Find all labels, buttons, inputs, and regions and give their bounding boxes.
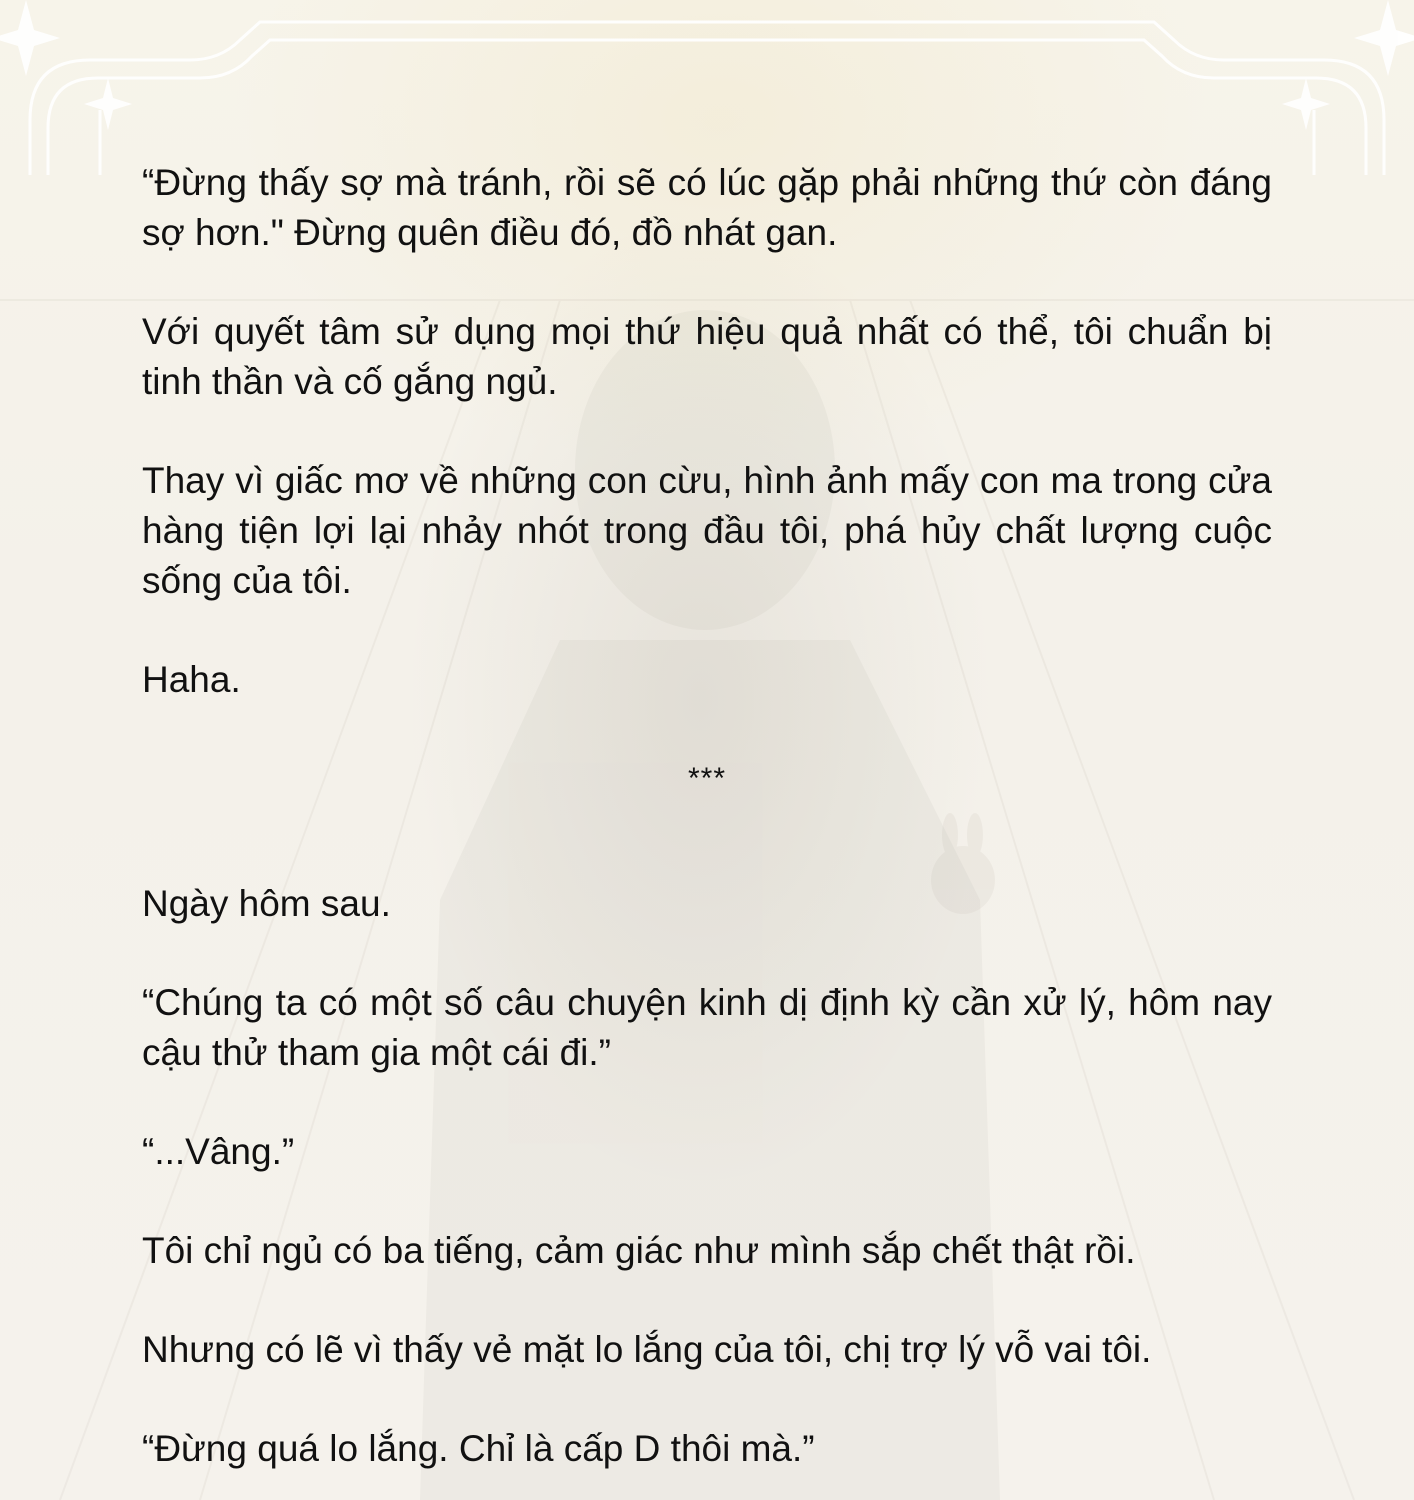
corner-star-ornament-right xyxy=(1282,0,1414,130)
paragraph: Tôi chỉ ngủ có ba tiếng, cảm giác như mình sắp chết thật rồi. xyxy=(142,1230,1136,1271)
paragraph: “Đừng quá lo lắng. Chỉ là cấp D thôi mà.” xyxy=(142,1428,815,1469)
decorative-frame xyxy=(30,22,1384,175)
paragraph: “Đừng thấy sợ mà tránh, rồi sẽ có lúc gặp phải những thứ còn đáng sợ hơn." Đừng quên điều đó, đồ nhát gan. xyxy=(142,162,1272,253)
paragraph: Ngày hôm sau. xyxy=(142,883,391,924)
paragraph: Thay vì giấc mơ về những con cừu, hình ảnh mấy con ma trong cửa hàng tiện lợi lại nhảy nhót trong đầu tôi, phá hủy chất lượng cuộc sống của tôi. xyxy=(142,460,1272,601)
paragraph: Haha. xyxy=(142,659,241,700)
paragraph: “Chúng ta có một số câu chuyện kinh dị định kỳ cần xử lý, hôm nay cậu thử tham gia một cái đi.” xyxy=(142,982,1272,1073)
paragraph: Với quyết tâm sử dụng mọi thứ hiệu quả nhất có thể, tôi chuẩn bị tinh thần và cố gắng ngủ. xyxy=(142,311,1272,402)
paragraph: Nhưng có lẽ vì thấy vẻ mặt lo lắng của tôi, chị trợ lý vỗ vai tôi. xyxy=(142,1329,1152,1370)
story-text xyxy=(142,158,1272,1474)
paragraph: “...Vâng.” xyxy=(142,1131,295,1172)
corner-star-ornament-left xyxy=(0,0,132,130)
scene-separator: *** xyxy=(687,762,727,795)
